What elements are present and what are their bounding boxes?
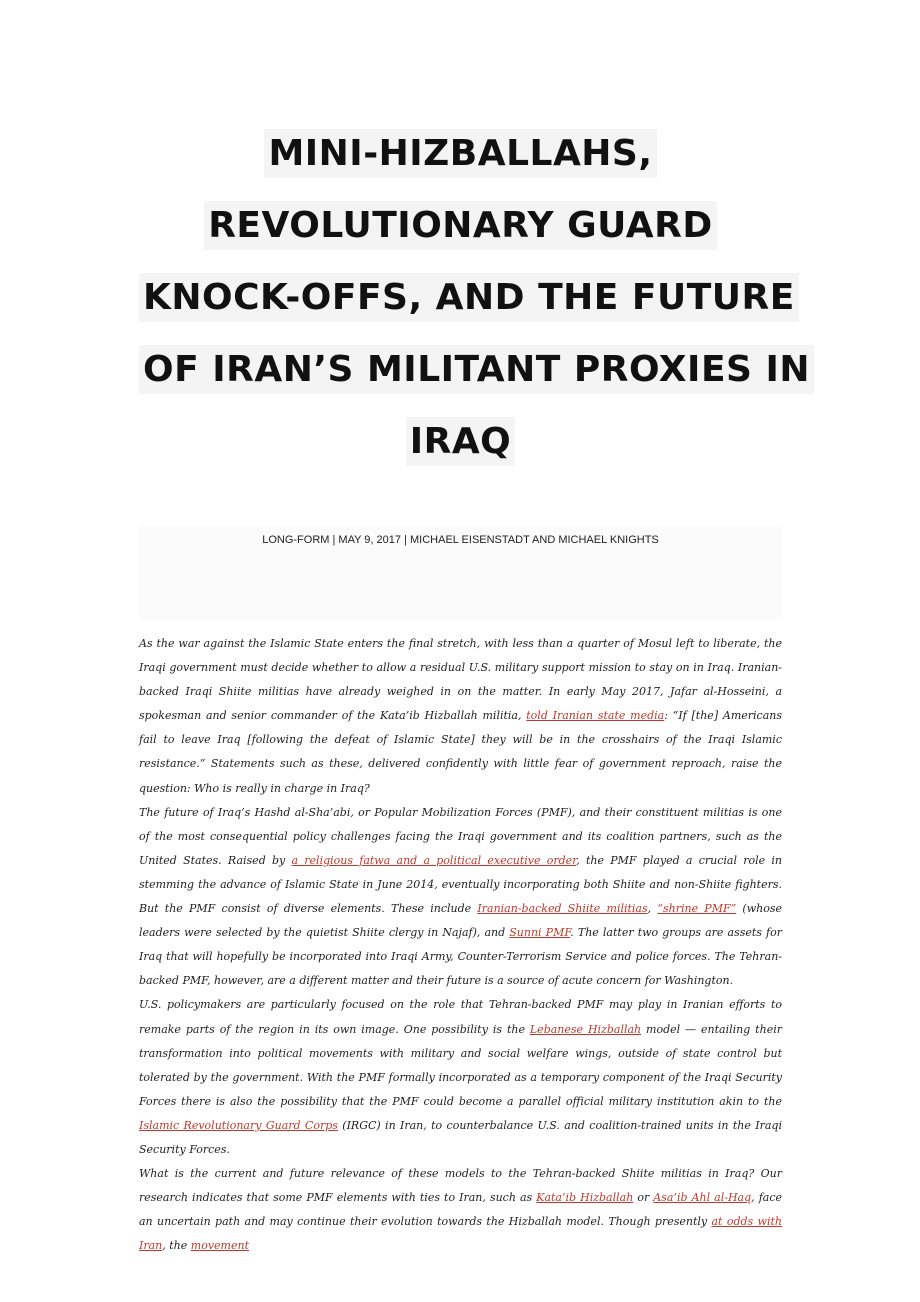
- link-asaib-ahl-al-haq[interactable]: Asa’ib Ahl al-Haq: [653, 1191, 752, 1205]
- link-lebanese-hizballah[interactable]: Lebanese Hizballah: [529, 1022, 642, 1036]
- title-line-1: [139, 118, 782, 190]
- article-page: [139, 0, 811, 1258]
- meta-category[interactable]: LONG-FORM: [262, 534, 330, 546]
- paragraph-text: , the PMF played a crucial role in stemming the advance of Islamic State in June 2014, eventually incorporating both Shiite and non-Shiite fighters. But the PMF consist of diverse elements. These include: [139, 853, 782, 916]
- title-line-3: [139, 262, 795, 334]
- paragraph-text: or: [633, 1191, 654, 1205]
- link-shrine-pmf[interactable]: “shrine PMF”: [657, 902, 737, 916]
- paragraph-text: (whose leaders were selected by the quietist Shiite clergy in Najaf), and: [139, 902, 782, 940]
- title-line-3-text: KNOCK-OFFS, AND THE FUTURE: [139, 273, 799, 322]
- link-sunni-pmf[interactable]: Sunni PMF: [509, 926, 571, 940]
- title-line-5-text: IRAQ: [406, 417, 516, 466]
- paragraph-text: . The latter two groups are assets for Iraq that will hopefully be incorporated into Iraqi Army, Counter-Terrorism Service and police forces. The Tehran-backed PMF, however, are a different matter and their future is a source of acute concern for Washington.: [139, 926, 782, 988]
- paragraph-text: U.S. policymakers are particularly focused on the role that Tehran-backed PMF may play in Iranian efforts to remake parts of the region in its own image. One possibility is the: [139, 998, 782, 1036]
- title-line-2: [139, 190, 782, 262]
- paragraph-2: [139, 801, 782, 994]
- paragraph-text: , face an uncertain path and may continue their evolution towards the Hizballah model. Though presently: [139, 1191, 783, 1229]
- paragraph-text: , the: [162, 1239, 191, 1253]
- link-at-odds-with-iran[interactable]: at odds with Iran: [139, 1215, 782, 1253]
- meta-authors[interactable]: MICHAEL EISENSTADT AND MICHAEL KNIGHTS: [410, 534, 659, 546]
- article-meta: [139, 526, 782, 620]
- meta-date: MAY 9, 2017: [338, 534, 402, 546]
- paragraph-text: As the war against the Islamic State enters the final stretch, with less than a quarter of Mosul left to liberate, the Iraqi government must decide whether to allow a residual U.S. military support mission to stay on in Iraq. Iranian-backed Iraqi Shiite militias have already weighed in on the matter. In early May 2017, Jafar al-Hosseini, a spokesman and senior commander of the Kata’ib Hizballah militia,: [139, 637, 782, 723]
- link-movement[interactable]: movement: [190, 1239, 249, 1253]
- title-line-4-text: OF IRAN’S MILITANT PROXIES IN: [139, 345, 814, 394]
- paragraph-1: [139, 632, 782, 801]
- paragraph-text: (IRGC) in Iran, to counterbalance U.S. and coalition-trained units in the Iraqi Security Forces.: [139, 1118, 782, 1156]
- article-title: [139, 118, 811, 478]
- link-iranian-backed-militias[interactable]: Iranian-backed Shiite militias: [477, 902, 648, 916]
- paragraph-text: What is the current and future relevance of these models to the Tehran-backed Shiite militias in Iraq? Our research indicates that some PMF elements with ties to Iran, such as: [139, 1167, 782, 1205]
- paragraph-3: [139, 993, 782, 1162]
- title-line-4: [139, 334, 811, 406]
- meta-separator: |: [329, 534, 339, 546]
- title-line-5: [139, 406, 782, 478]
- article-body: [139, 632, 782, 1258]
- link-kataib-hizballah[interactable]: Kata’ib Hizballah: [536, 1191, 634, 1205]
- paragraph-4: [139, 1162, 782, 1258]
- paragraph-text: model — entailing their transformation into political movements with military and social welfare wings, outside of state control but tolerated by the government. With the PMF formally incorporated as a temporary component of the Iraqi Security Forces there is also the possibility that the PMF could become a parallel official military institution akin to the: [139, 1022, 782, 1108]
- paragraph-text: : “If [the] Americans fail to leave Iraq [following the defeat of Islamic State] they will be in the crosshairs of the Iraqi Islamic resistance.” Statements such as these, delivered confidently with little fear of government reproach, raise the question: Who is really in charge in Iraq?: [139, 709, 782, 795]
- paragraph-text: The future of Iraq’s Hashd al-Sha’abi, or Popular Mobilization Forces (PMF), and their constituent militias is one of the most consequential policy challenges facing the Iraqi government and its coalition partners, such as the United States. Raised by: [139, 805, 782, 867]
- title-line-1-text: MINI-HIZBALLAHS,: [264, 129, 656, 178]
- meta-separator: |: [401, 534, 410, 546]
- link-religious-fatwa[interactable]: a religious fatwa and a political executive order: [291, 853, 577, 867]
- link-irgc[interactable]: Islamic Revolutionary Guard Corps: [139, 1118, 338, 1132]
- title-line-2-text: REVOLUTIONARY GUARD: [204, 201, 717, 250]
- paragraph-text: ,: [647, 902, 658, 916]
- link-told-iranian-state-media[interactable]: told Iranian state media: [526, 709, 665, 723]
